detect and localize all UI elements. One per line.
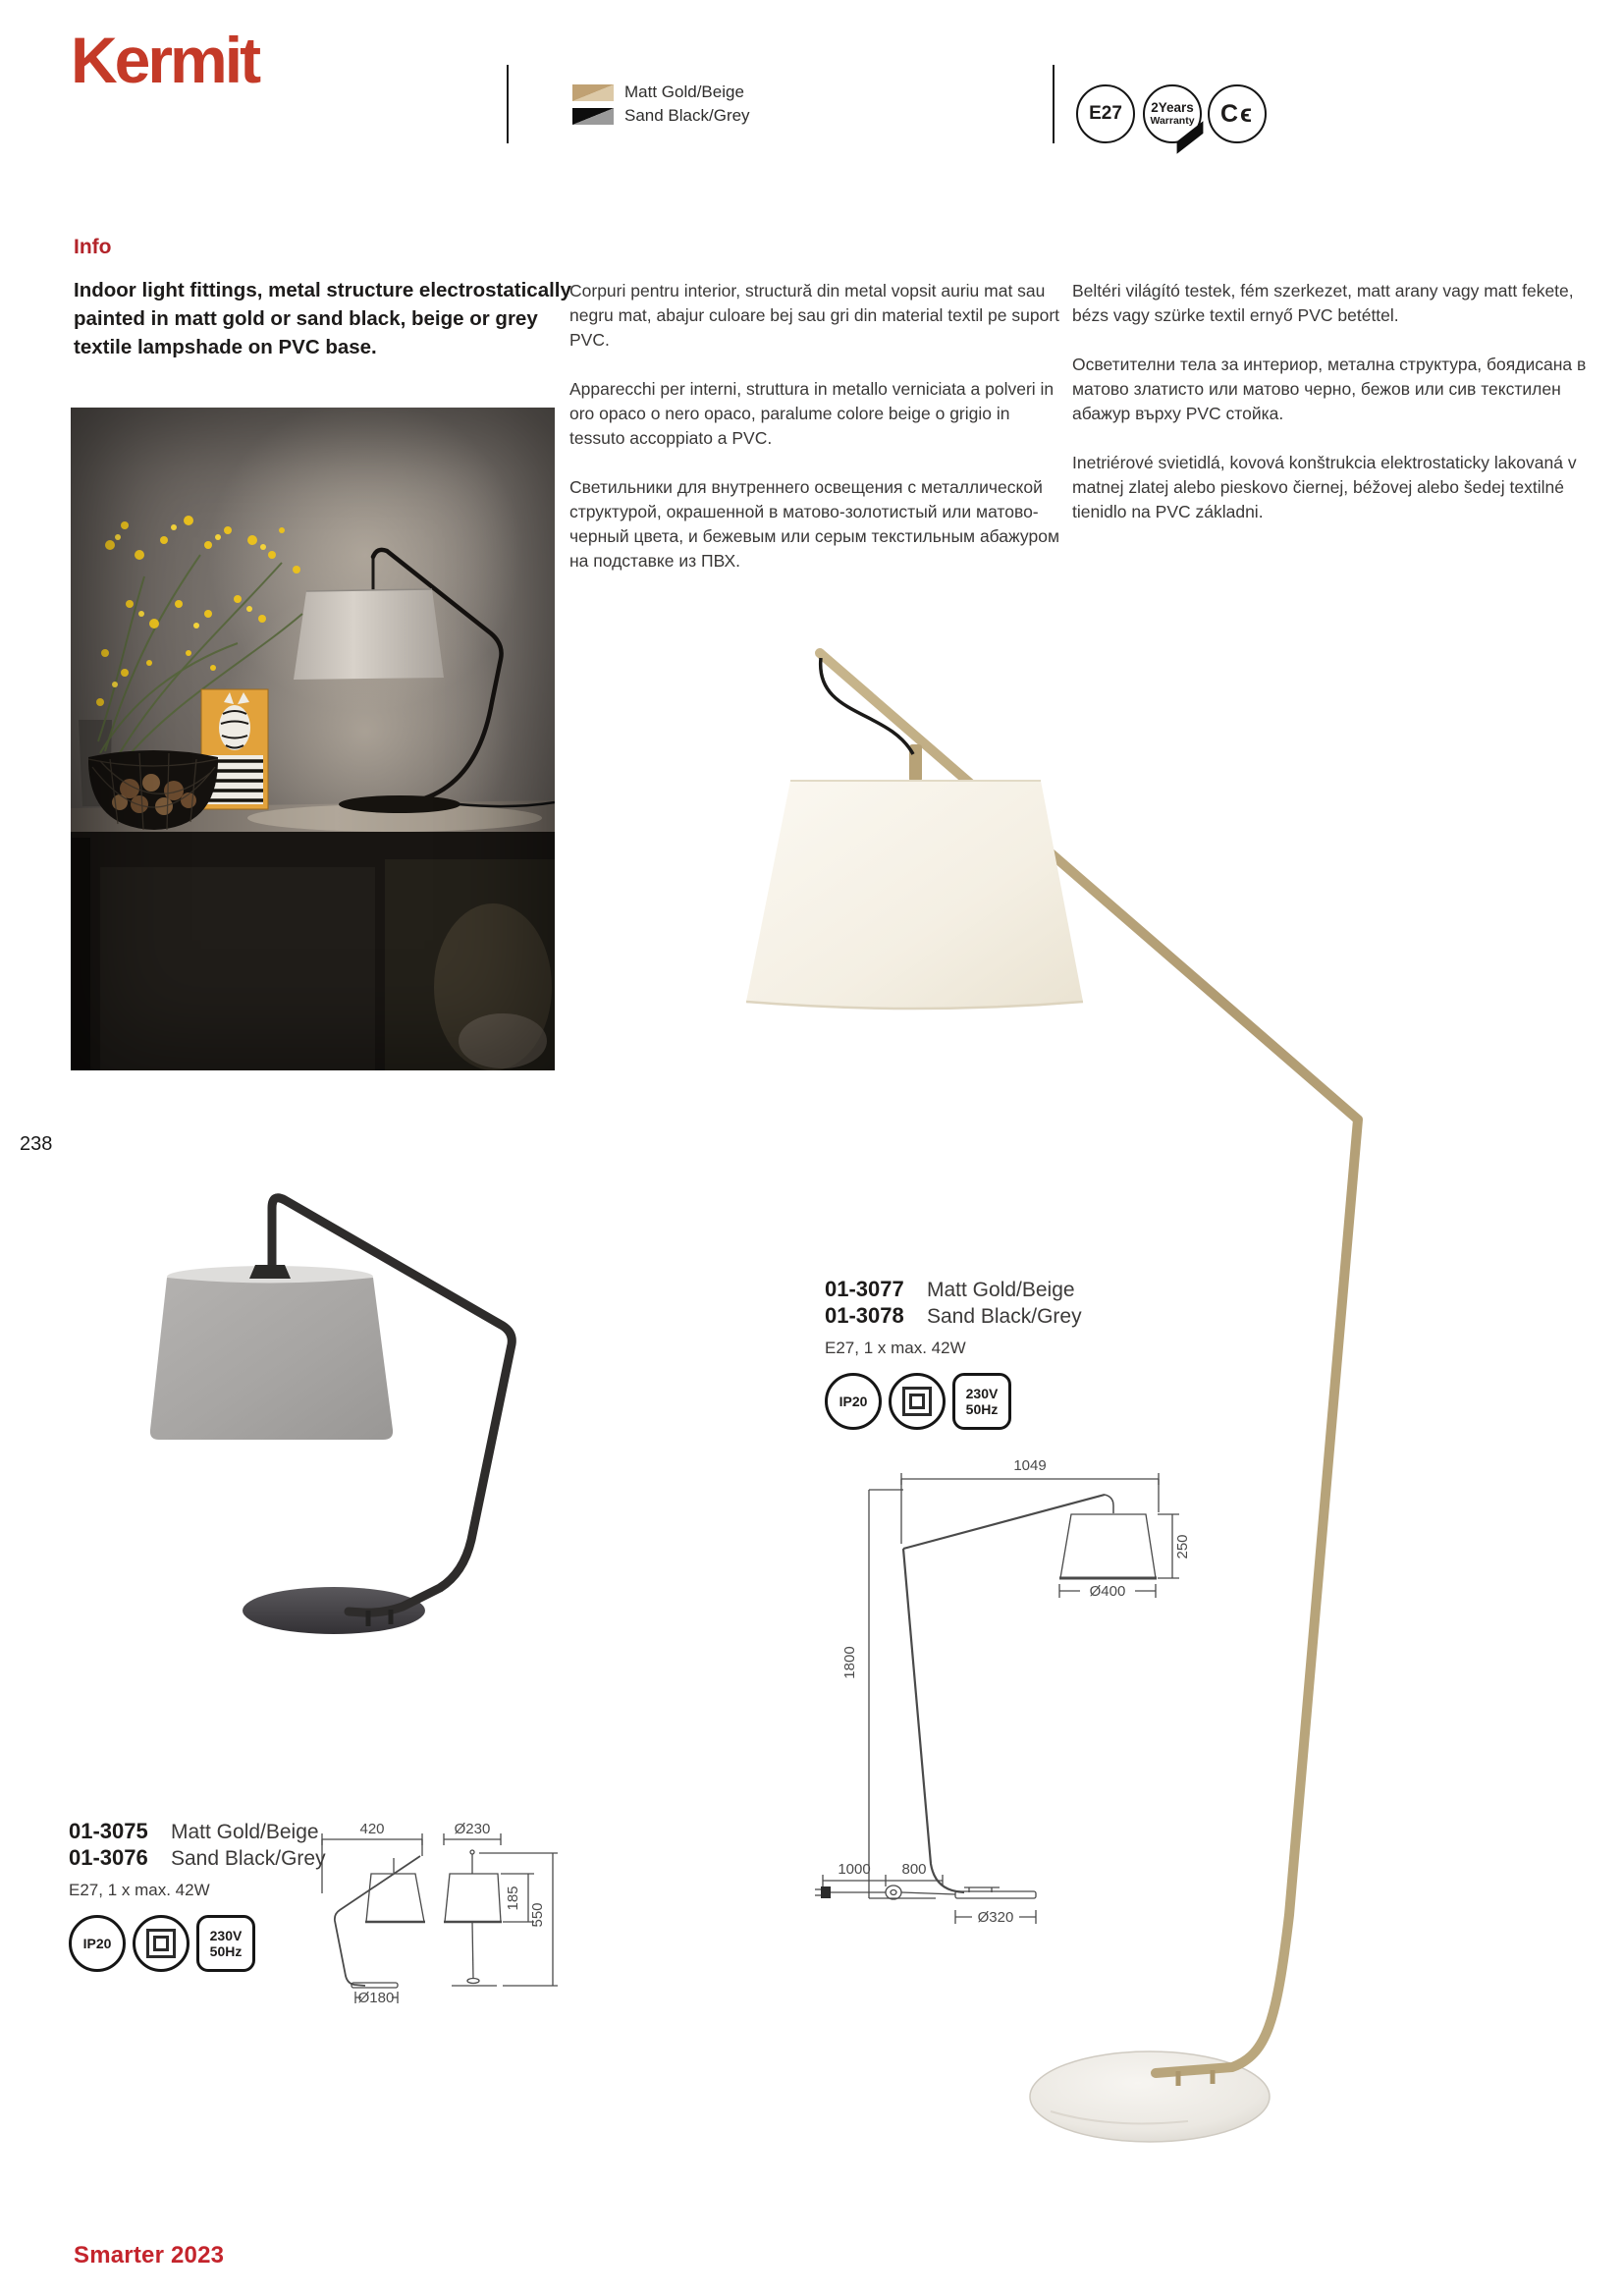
info-text-hu: Beltéri világító testek, fém szerkezet, matt arany vagy matt fekete, bézs vagy szürke textil ernyő PVC betéttel.	[1072, 281, 1574, 325]
voltage-label: 230V	[965, 1385, 999, 1401]
info-heading: Info	[74, 236, 112, 258]
info-text-ru: Светильники для внутреннего освещения с металлической структурой, окрашенной в матово-золотистый или матово-черный цвета, и бежевым или серым текстильным абажуром на подставке из ПВХ.	[569, 477, 1059, 571]
table-lamp-dimensions	[314, 1817, 609, 2072]
product-finish: Matt Gold/Beige	[171, 1821, 319, 1843]
product-code: 01-3078	[825, 1303, 904, 1328]
footer-edition: Smarter 2023	[74, 2242, 225, 2269]
table-lamp-info	[69, 1819, 326, 1972]
dim-base-diameter: Ø320	[977, 1909, 1014, 1926]
product-finish: Sand Black/Grey	[171, 1847, 326, 1870]
warranty-years: 2Years	[1151, 100, 1194, 116]
dim-base-diameter: Ø180	[357, 1990, 395, 2006]
frequency-label: 50Hz	[965, 1401, 999, 1417]
voltage-label: 230V	[209, 1927, 243, 1943]
lifestyle-photo	[71, 408, 555, 1070]
floor-lamp-cable	[821, 658, 913, 754]
finish-row-black	[572, 106, 750, 126]
info-text-en: Indoor light fittings, metal structure electrostatically painted in matt gold or sand black, beige or grey textile lampshade on PVC base.	[74, 279, 571, 358]
dim-cord-800: 800	[901, 1861, 927, 1878]
header-divider-2	[1053, 65, 1055, 143]
dim-total-height: 1800	[841, 1646, 858, 1679]
dim-arm-length: 1049	[1013, 1457, 1047, 1474]
gold-beige-swatch	[572, 84, 614, 101]
table-lamp-shade	[150, 1278, 393, 1440]
product-finish: Matt Gold/Beige	[927, 1279, 1075, 1301]
spec-icons	[69, 1915, 326, 1972]
finish-row-gold	[572, 82, 750, 102]
info-text-it: Apparecchi per interni, struttura in metallo verniciata a polveri in oro opaco o nero opaco, paralume colore beige o grigio in tessuto accoppiato a PVC.	[569, 379, 1055, 448]
dim-shade-height: 250	[1174, 1534, 1191, 1559]
dim-cord-1000: 1000	[838, 1861, 871, 1878]
socket-label: E27	[1089, 103, 1122, 124]
page-number: 238	[20, 1133, 53, 1155]
table-lamp-cap	[249, 1265, 291, 1279]
product-code: 01-3075	[69, 1819, 148, 1843]
product-code: 01-3077	[825, 1277, 904, 1301]
dim-shade-height: 185	[505, 1886, 521, 1911]
product-finish: Sand Black/Grey	[927, 1305, 1082, 1328]
finish-legend	[572, 82, 750, 126]
spec-icons	[825, 1373, 1082, 1430]
ip20-icon	[69, 1915, 126, 1972]
brand-logo: Kermit	[71, 24, 259, 96]
dim-shade-diameter: Ø400	[1089, 1583, 1126, 1600]
black-grey-swatch	[572, 108, 614, 125]
info-text-ro: Corpuri pentru interior, structură din metal vopsit auriu mat sau negru mat, abajur culoare bej sau gri din material textil pe suport PVC.	[569, 281, 1060, 350]
info-text-sk: Inetriérové svietidlá, kovová konštrukcia elektrostaticky lakovaná v matnej zlatej alebo pieskovo čiernej, béžovej alebo šedej textilné tienidlo na PVC základni.	[1072, 453, 1577, 521]
class-ii-icon	[133, 1915, 189, 1972]
finish-label: Sand Black/Grey	[624, 106, 750, 125]
header-divider-1	[507, 65, 509, 143]
product-code: 01-3076	[69, 1845, 148, 1870]
socket-badge	[1076, 84, 1135, 143]
voltage-icon	[952, 1373, 1011, 1430]
dim-total-height: 550	[529, 1902, 546, 1928]
lamp-spec: E27, 1 x max. 42W	[69, 1881, 210, 1899]
class-ii-icon	[889, 1373, 946, 1430]
floor-lamp-dimensions	[815, 1453, 1198, 1984]
ip20-label: IP20	[839, 1394, 868, 1409]
lamp-spec: E27, 1 x max. 42W	[825, 1339, 966, 1357]
code-row	[69, 1819, 326, 1845]
code-row	[69, 1845, 326, 1872]
wire-basket	[88, 750, 218, 830]
table-lamp-photo	[59, 1149, 550, 1817]
voltage-icon	[196, 1915, 255, 1972]
frequency-label: 50Hz	[209, 1943, 243, 1959]
dim-shade-diameter: Ø230	[454, 1821, 491, 1837]
code-row	[825, 1277, 1082, 1303]
finish-label: Matt Gold/Beige	[624, 82, 744, 101]
ip20-icon	[825, 1373, 882, 1430]
info-column-3	[1072, 279, 1593, 549]
ce-mark-icon: Cϵ	[1219, 99, 1255, 128]
zebra-print	[201, 689, 268, 809]
ip20-label: IP20	[82, 1936, 112, 1951]
warranty-badge	[1143, 84, 1202, 143]
info-text-bg: Осветителни тела за интериор, метална структура, боядисана в матово златисто или матово черно, бежов или сив текстилен абажур върху PVC стойка.	[1072, 355, 1587, 423]
dim-width: 420	[359, 1821, 385, 1837]
photo-table-lamp	[294, 550, 555, 813]
info-column-2	[569, 279, 1067, 598]
warranty-word: Warranty	[1150, 114, 1195, 127]
ce-badge	[1208, 84, 1267, 143]
lifestyle-photo-art	[71, 408, 555, 1070]
floor-lamp-info	[825, 1277, 1082, 1430]
floor-lamp-shade	[746, 781, 1083, 1009]
code-row	[825, 1303, 1082, 1330]
